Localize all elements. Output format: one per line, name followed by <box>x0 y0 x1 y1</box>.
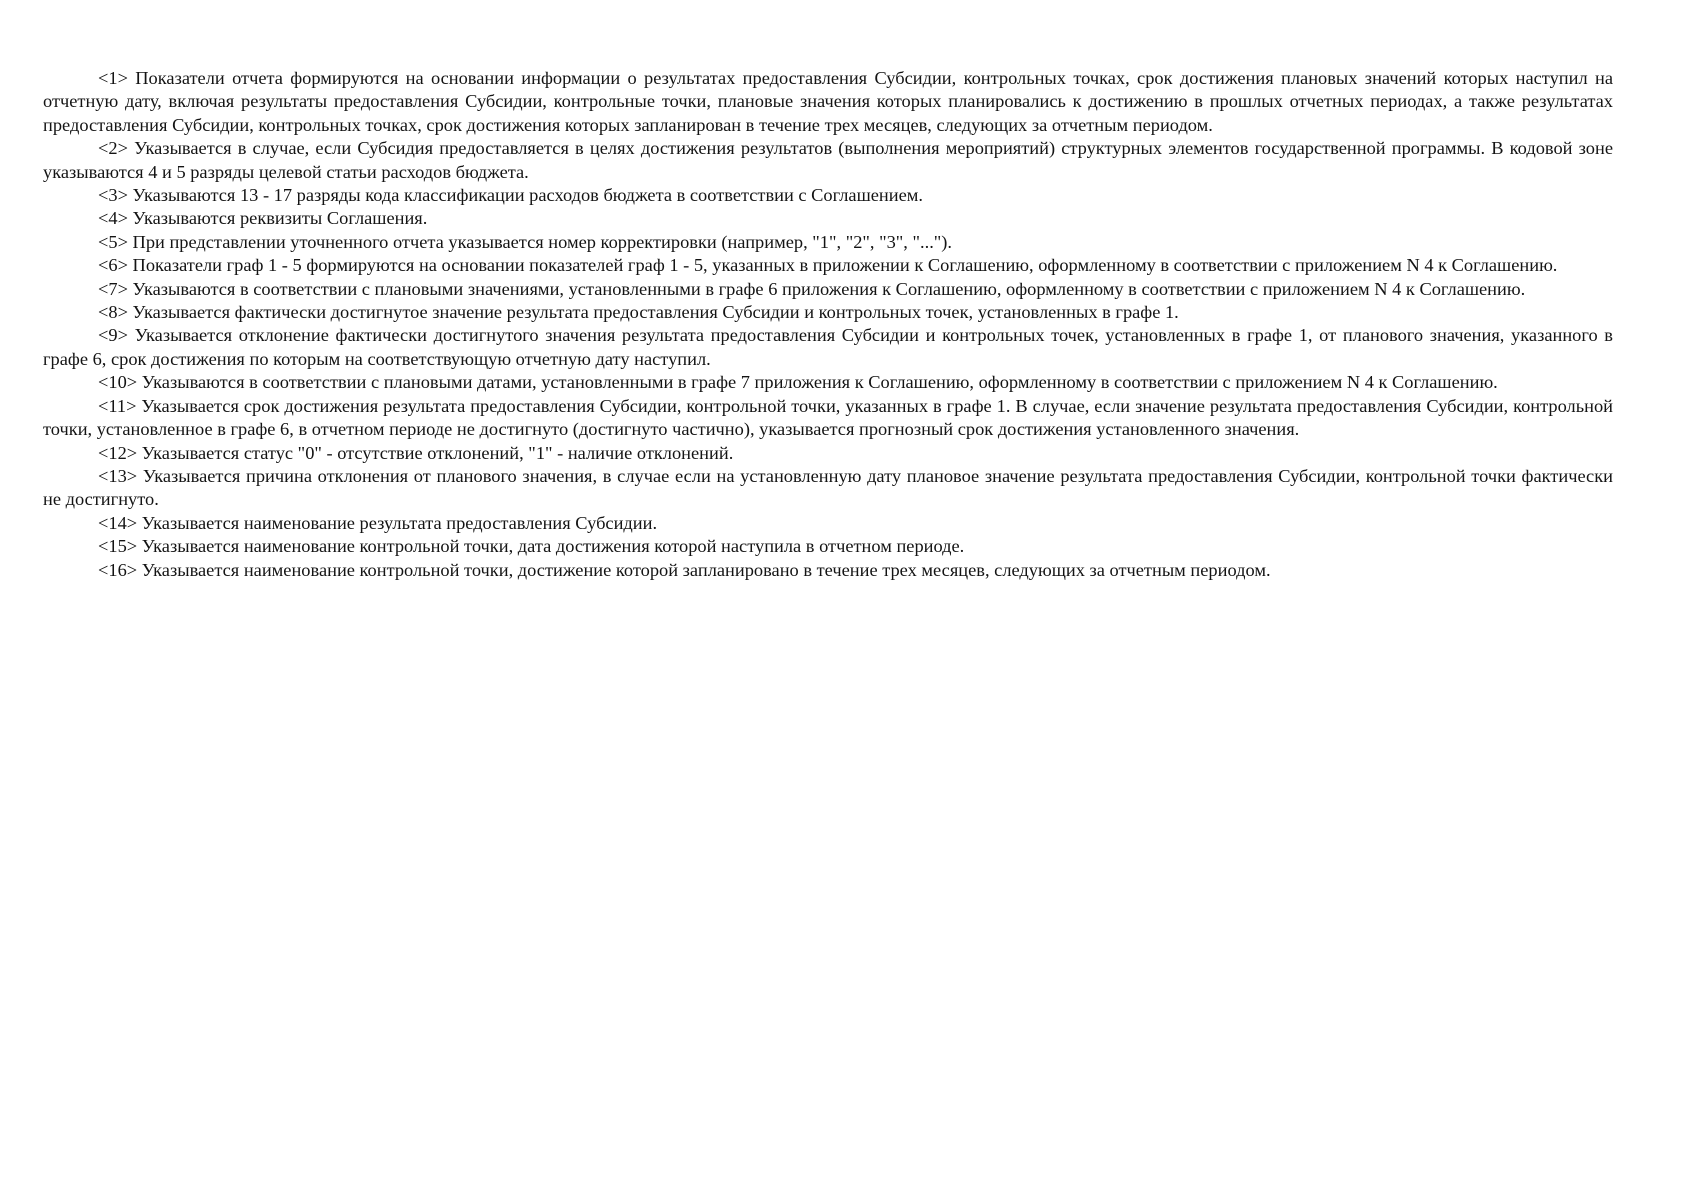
footnote-8: <8> Указывается фактически достигнутое значение результата предоставления Субсидии и контрольных точек, установленных в графе 1. <box>98 302 1179 323</box>
footnote-6: <6> Показатели граф 1 - 5 формируются на основании показателей граф 1 - 5, указанных в приложении к Соглашению, оформленному в соответствии с приложением N 4 к Соглашению. <box>98 255 1558 276</box>
footnote-14: <14> Указывается наименование результата предоставления Субсидии. <box>98 512 658 533</box>
footnote-2: <2> Указывается в случае, если Субсидия предоставляется в целях достижения результатов (выполнения мероприятий) структурных элементов государственной программы. В кодовой зоне указываются 4 и 5 разряды целевой статьи расходов бюджета. <box>43 138 1613 182</box>
footnote-9: <9> Указывается отклонение фактически достигнутого значения результата предоставления Субсидии и контрольных точек, установленных в графе 1, от планового значения, указанного в графе 6, срок достижения по которым на соответствующую отчетную дату наступил. <box>43 325 1613 369</box>
footnote-3: <3> Указываются 13 - 17 разряды кода классификации расходов бюджета в соответствии с Соглашением. <box>98 185 923 206</box>
footnote-5: <5> При представлении уточненного отчета указывается номер корректировки (например, "1", "2", "3", "..."). <box>98 231 953 252</box>
footnotes-section <box>43 67 1613 582</box>
footnote-12: <12> Указывается статус "0" - отсутствие отклонений, "1" - наличие отклонений. <box>98 442 734 463</box>
footnote-11: <11> Указывается срок достижения результата предоставления Субсидии, контрольной точки, указанных в графе 1. В случае, если значение результата предоставления Субсидии, контрольной точки, установленное в графе 6, в отчетном периоде не достигнуто (достигнуто частично), указывается прогнозный срок достижения установленного значения. <box>43 395 1613 440</box>
footnote-16: <16> Указывается наименование контрольной точки, достижение которой запланировано в течение трех месяцев, следующих за отчетным периодом. <box>98 559 1271 580</box>
footnote-4: <4> Указываются реквизиты Соглашения. <box>98 208 428 229</box>
footnote-10: <10> Указываются в соответствии с плановыми датами, установленными в графе 7 приложения к Соглашению, оформленному в соответствии с приложением N 4 к Соглашению. <box>98 372 1498 393</box>
footnote-15: <15> Указывается наименование контрольной точки, дата достижения которой наступила в отчетном периоде. <box>98 536 965 557</box>
footnote-7: <7> Указываются в соответствии с плановыми значениями, установленными в графе 6 приложения к Соглашению, оформленному в соответствии с приложением N 4 к Соглашению. <box>98 278 1526 299</box>
footnote-13: <13> Указывается причина отклонения от планового значения, в случае если на установленную дату плановое значение результата предоставления Субсидии, контрольной точки фактически не достигнуто. <box>43 465 1613 510</box>
footnote-1: <1> Показатели отчета формируются на основании информации о результатах предоставления Субсидии, контрольных точках, срок достижения плановых значений которых наступил на отчетную дату, включая результаты предоставления Субсидии, контрольные точки, плановые значения которых планировались к достижению в прошлых отчетных периодах, а также результатах предоставления Субсидии, контрольных точках, срок достижения которых запланирован в течение трех месяцев, следующих за отчетным периодом. <box>43 68 1613 135</box>
